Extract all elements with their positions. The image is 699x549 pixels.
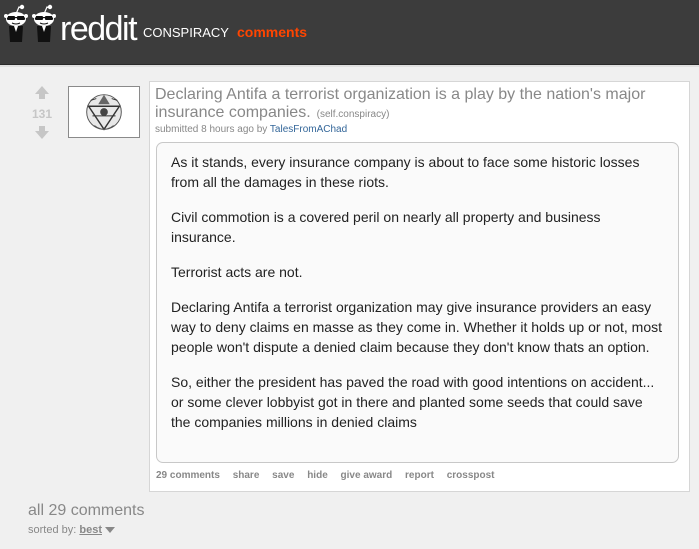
report-button[interactable]: report bbox=[405, 470, 434, 481]
selftext-paragraph: So, either the president has paved the road with good intentions on accident... or some clever lobbyist got in there and planted some seeds that could save the companies millions in denied claims bbox=[171, 374, 655, 430]
comments-link[interactable]: 29 comments bbox=[156, 470, 220, 481]
tab-comments[interactable]: comments bbox=[237, 24, 308, 40]
crosspost-button[interactable]: crosspost bbox=[446, 470, 495, 481]
selftext-paragraph: Declaring Antifa a terrorist organization may give insurance providers an easy way to deny claims en masse as they come in. Whether it holds up or not, most people won't dispute a denied claim because they don't know thats an option. bbox=[171, 299, 662, 355]
reddit-alien-icon[interactable] bbox=[4, 4, 28, 44]
subreddit-link[interactable]: CONSPIRACY bbox=[143, 25, 229, 40]
upvote-icon[interactable] bbox=[35, 86, 49, 94]
reddit-alien-icon[interactable] bbox=[32, 4, 56, 44]
vote-controls bbox=[30, 86, 54, 139]
selftext-paragraph: Civil commotion is a covered peril on nearly all property and business insurance. bbox=[171, 209, 601, 245]
post-selftext bbox=[156, 142, 679, 463]
reddit-logo[interactable]: reddit bbox=[60, 10, 137, 48]
masonic-emblem-icon bbox=[69, 87, 139, 137]
post-thumbnail[interactable] bbox=[68, 86, 140, 138]
post-title[interactable] bbox=[155, 86, 675, 124]
post-domain[interactable]: (self.conspiracy) bbox=[316, 109, 390, 120]
selftext-paragraph: Terrorist acts are not. bbox=[171, 264, 303, 280]
downvote-icon[interactable] bbox=[35, 131, 49, 139]
comments-heading: all 29 comments bbox=[28, 502, 145, 519]
post-action-buttons bbox=[156, 470, 505, 482]
sort-dropdown[interactable]: best bbox=[79, 524, 102, 536]
sort-label: sorted by: bbox=[28, 524, 77, 536]
post-title-text[interactable]: Declaring Antifa a terrorist organization is a play by the nation's major insurance companies. bbox=[155, 86, 646, 121]
share-button[interactable]: share bbox=[232, 470, 260, 481]
site-header bbox=[0, 0, 699, 65]
give-award-button[interactable]: give award bbox=[340, 470, 393, 481]
author-link[interactable]: TalesFromAChad bbox=[269, 124, 348, 135]
tagline-prefix: submitted 8 hours ago by bbox=[155, 124, 268, 135]
selftext-paragraph: As it stands, every insurance company is about to face some historic losses from all the damages in these riots. bbox=[171, 154, 640, 190]
save-button[interactable]: save bbox=[272, 470, 295, 481]
hide-button[interactable]: hide bbox=[307, 470, 328, 481]
post-tagline bbox=[155, 124, 347, 136]
score: 131 bbox=[31, 107, 53, 121]
sort-control bbox=[28, 523, 115, 537]
chevron-down-icon[interactable] bbox=[105, 527, 115, 533]
